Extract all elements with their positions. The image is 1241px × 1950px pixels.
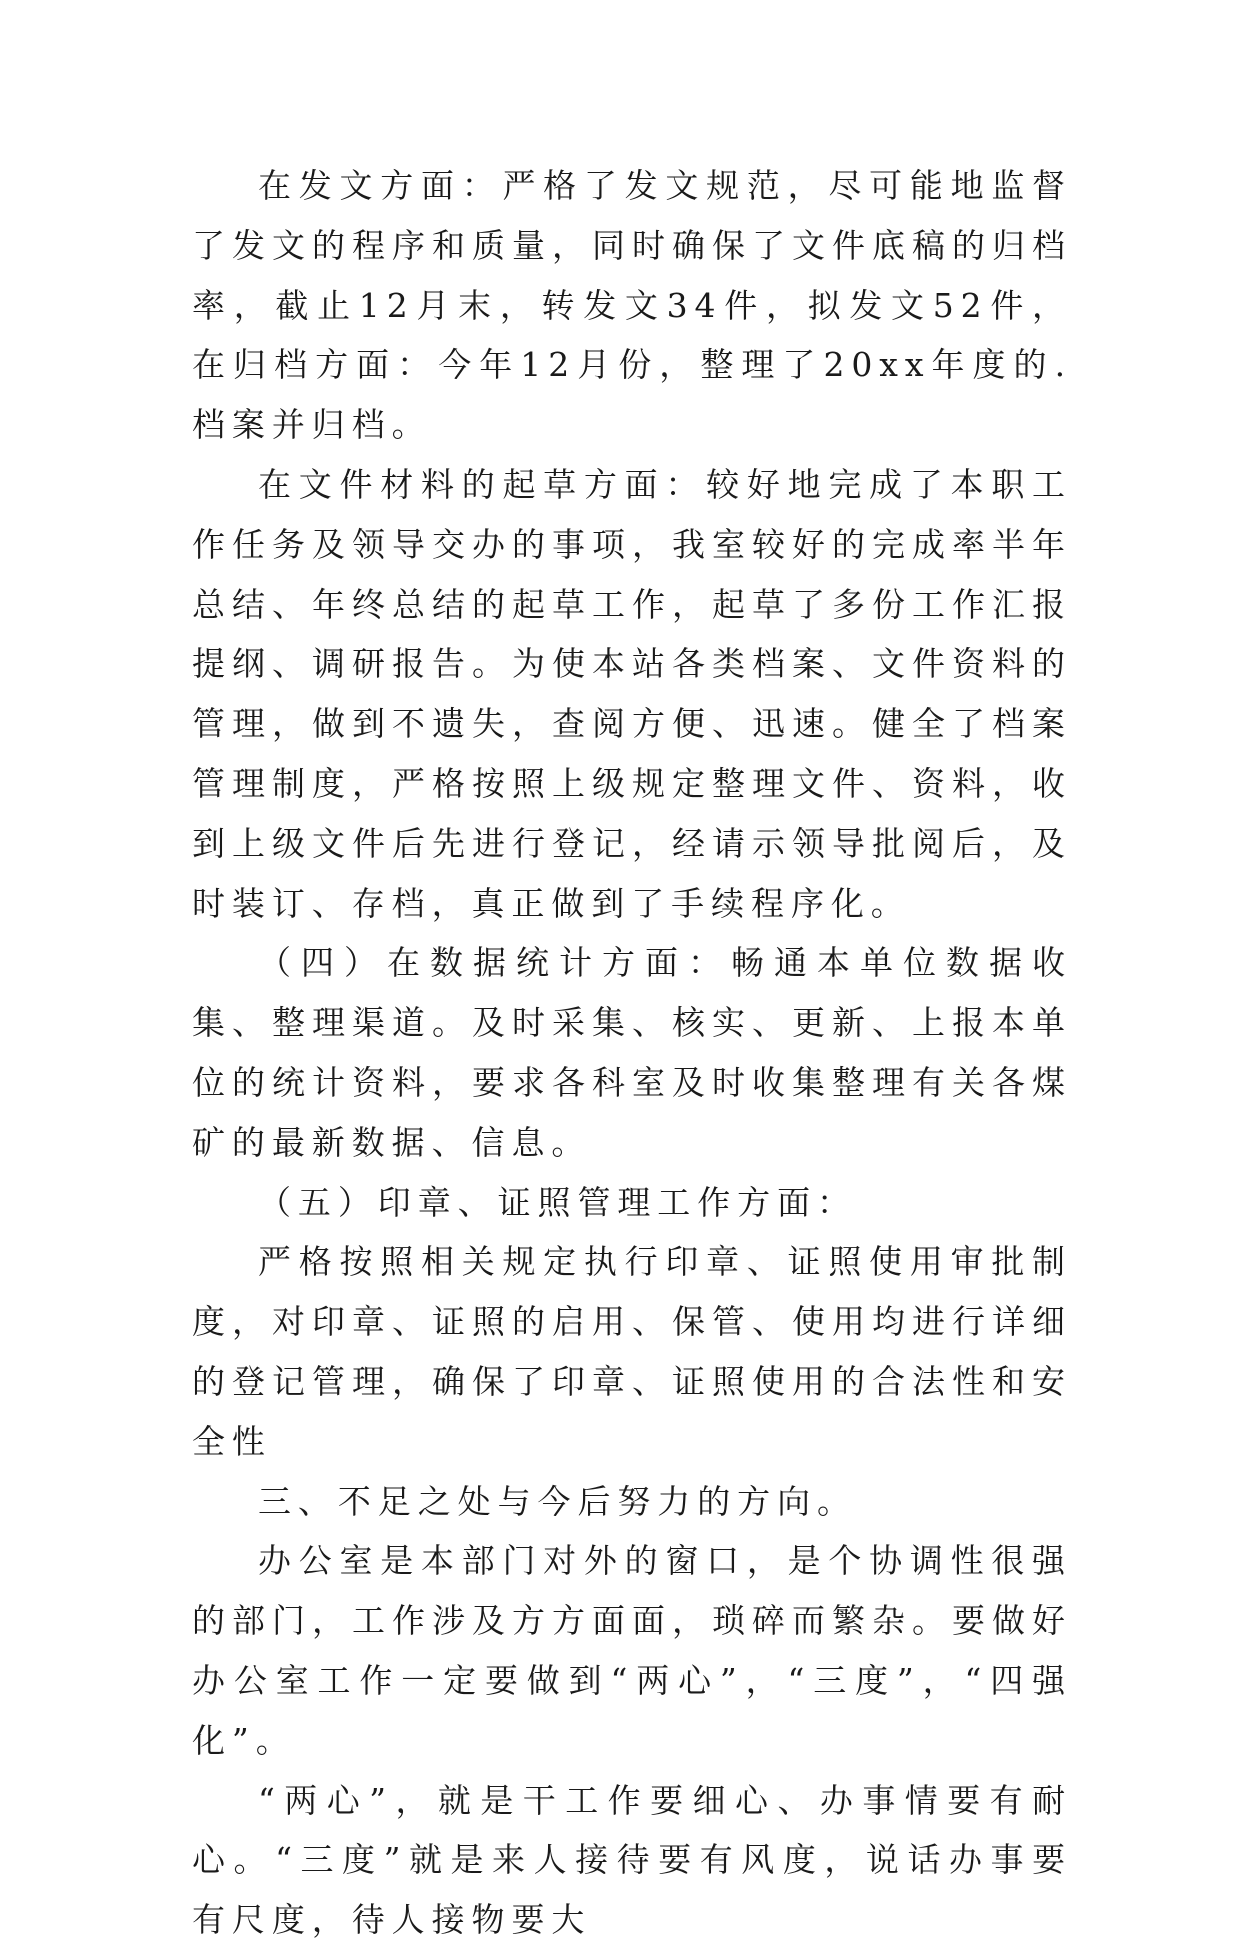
paragraph-two-hearts: “两心”，就是干工作要细心、办事情要有耐心。“三度”就是来人接待要有风度，说话办事要有尺度，待人接物要大 (192, 1780, 1072, 1940)
paragraph-seal-heading: （五）印章、证照管理工作方面： (258, 1182, 857, 1222)
paragraph-office-role: 办公室是本部门对外的窗口，是个协调性很强的部门，工作涉及方方面面，琐碎而繁杂。要做好办公室工作一定要做到“两心”，“三度”，“四强化”。 (192, 1541, 1072, 1760)
paragraph-seal-management: 严格按照相关规定执行印章、证照使用审批制度，对印章、证照的启用、保管、使用均进行详细的登记管理，确保了印章、证照使用的合法性和安全性 (192, 1242, 1072, 1461)
document-body (192, 156, 1072, 1950)
paragraph-data-statistics: （四）在数据统计方面：畅通本单位数据收集、整理渠道。及时采集、核实、更新、上报本单位的统计资料，要求各科室及时收集整理有关各煤矿的最新数据、信息。 (192, 943, 1072, 1162)
paragraph-document-drafting: 在文件材料的起草方面：较好地完成了本职工作任务及领导交办的事项，我室较好的完成率半年总结、年终总结的起草工作，起草了多份工作汇报提纲、调研报告。为使本站各类档案、文件资料的管理，做到不遗失，查阅方便、迅速。健全了档案管理制度，严格按照上级规定整理文件、资料，收到上级文件后先进行登记，经请示领导批阅后，及时装订、存档，真正做到了手续程序化。 (192, 464, 1072, 923)
paragraph-document-issuance: 在发文方面：严格了发文规范，尽可能地监督了发文的程序和质量，同时确保了文件底稿的归档率，截止12月末，转发文34件，拟发文52件，在归档方面：今年12月份，整理了20xx年度的.档案并归档。 (192, 166, 1072, 445)
section-heading-shortcomings: 三、不足之处与今后努力的方向。 (258, 1481, 857, 1521)
